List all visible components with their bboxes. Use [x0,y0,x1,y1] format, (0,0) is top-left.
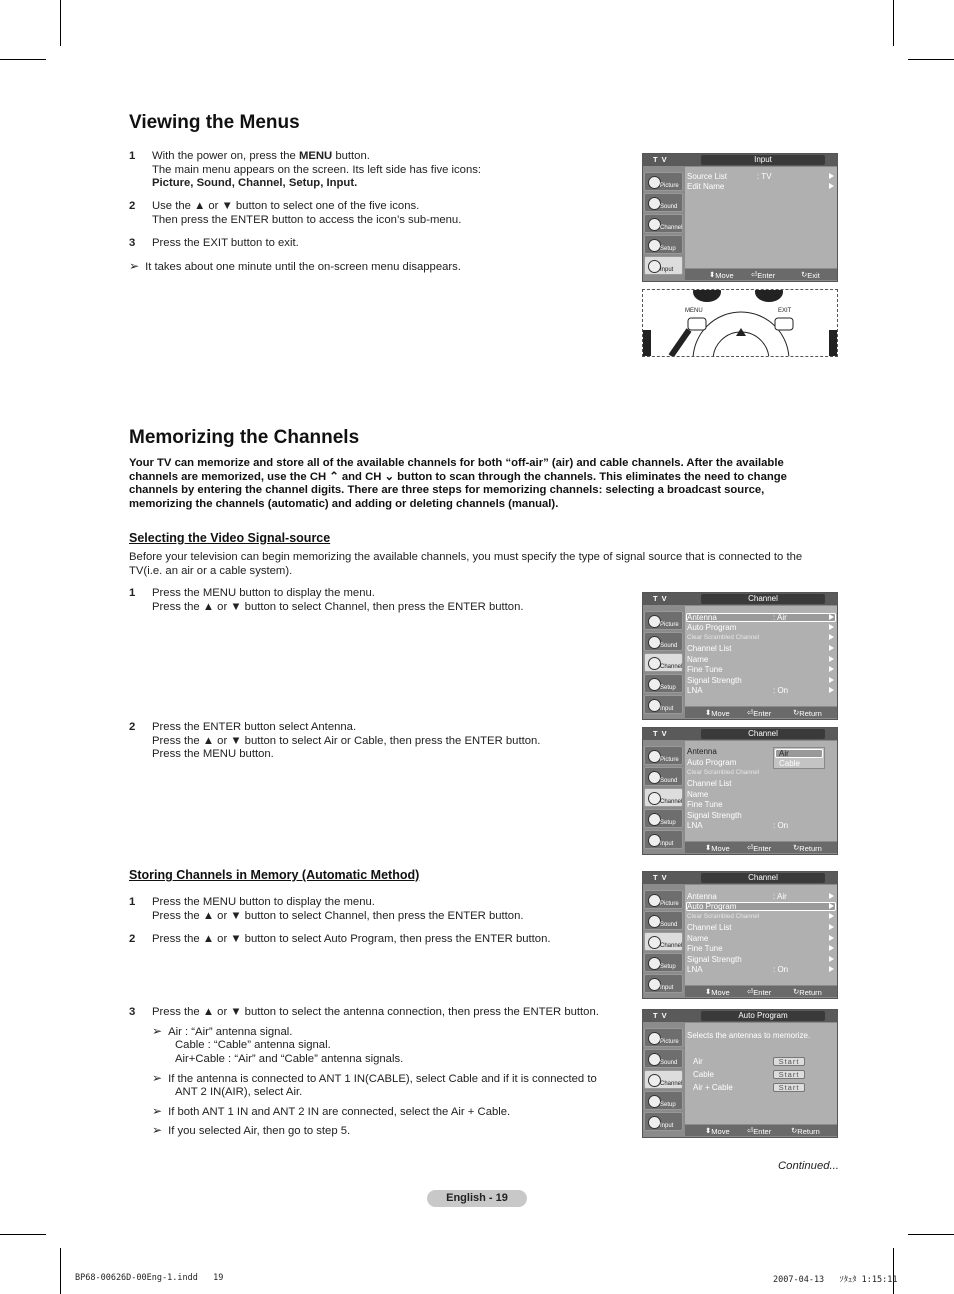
menu-item-clear-scrambled: Clear Scrambled Channel [687,769,760,776]
menu-item-auto-program: Auto Program [687,902,737,911]
tv-menu-channel-auto [642,871,838,999]
menu-item-signal-strength: Signal Strength [687,676,742,685]
arrow-right-icon [829,966,834,972]
tv-menu-auto-program [642,1009,838,1138]
sound-icon: Sound [644,193,683,212]
step-number: 1 [129,896,136,908]
option-cable: Cable [779,759,800,768]
note-text: ➢ If the antenna is connected to ANT 1 IN(CABLE), select Cable and if it is connected to [152,1071,597,1085]
start-button-cable[interactable]: Start [773,1070,805,1079]
subsection-intro: Before your television can begin memorizing the available channels, you must specify the type of signal source that is connected to the TV(i.e. an air or a cable system). [129,551,803,577]
option-air: Air [779,749,789,758]
step-number: 1 [129,587,136,599]
channel-icon: Channel [644,932,683,951]
arrow-right-icon [829,645,834,651]
crop-mark [60,1248,61,1294]
menu-item-air: Air [693,1057,703,1066]
arrow-right-icon [829,956,834,962]
setup-icon: Setup [644,235,683,254]
arrow-right-icon [829,614,834,620]
menu-item-name: Name [687,934,709,943]
crop-mark [60,0,61,46]
menu-item-auto-program: Auto Program [687,623,737,632]
input-icon: Input [644,830,683,849]
footer-file: BP68-00626D-00Eng-1.indd 19 [75,1273,224,1283]
menu-item-lna: LNA [687,965,703,974]
intro-paragraph: Your TV can memorize and store all of the available channels for both “off-air” (air) and cable channels. After the available channels are memorized, use the CH ⌃ and CH ⌄ button to scan through the channels. This eliminates the need to change channels by entering the channel digits. There are three steps for memorizing channels: selecting a broadcast source, memorizing the channels (automatic) and adding or deleting channels (manual). [129,457,787,510]
arrow-right-icon [829,634,834,640]
menu-item-channel-list: Channel List [687,923,732,932]
arrow-right-icon [829,666,834,672]
tv-label: T V [653,873,668,882]
step-text: Press the MENU button to display the menu. Press the ▲ or ▼ button to select Channel, then press the ENTER button. [152,896,524,922]
input-icon: Input [644,695,683,714]
setup-icon: Setup [644,674,683,693]
step-number: 3 [129,237,136,249]
subsection-title-signal-source: Selecting the Video Signal-source [129,531,331,545]
note-text: Cable : “Cable” antenna signal. [175,1039,331,1051]
input-icon: Input [644,1112,683,1131]
tv-menu-channel-antenna [642,727,838,855]
step-text: Press the MENU button to display the menu. Press the ▲ or ▼ button to select Channel, then press the ENTER button. [152,587,524,613]
menu-footer: ⬍ Move ⏎ Enter ↻ Return [685,986,837,997]
exit-button-label: EXIT [778,308,792,314]
crop-mark [0,59,46,60]
channel-icon: Channel [644,653,683,672]
step-number: 3 [129,1006,136,1018]
arrow-right-icon [829,935,834,941]
step-text: Press the ENTER button select Antenna. Press the ▲ or ▼ button to select Air or Cable, then press the ENTER button. Press the MENU button. [152,721,541,761]
tv-label: T V [653,729,668,738]
footer-date: 2007-04-13 ｿﾀｪﾀ 1:15:11 [773,1275,898,1285]
crop-mark [893,1248,894,1294]
menu-item-clear-scrambled: Clear Scrambled Channel [687,913,760,920]
sound-icon: Sound [644,632,683,651]
menu-item-antenna: Antenna [687,613,717,622]
menu-item-signal-strength: Signal Strength [687,955,742,964]
menu-item-value: : On [773,965,789,974]
step-text: Press the ▲ or ▼ button to select the antenna connection, then press the ENTER button. [152,1006,599,1018]
setup-icon: Setup [644,1091,683,1110]
menu-item-fine-tune: Fine Tune [687,944,723,953]
arrow-right-icon [829,656,834,662]
arrow-right-icon [829,173,834,179]
crop-mark [908,1234,954,1235]
menu-item-lna: LNA [687,821,703,830]
menu-item-lna: LNA [687,686,703,695]
menu-title: Input [701,155,825,165]
note-text: ANT 2 IN(AIR), select Air. [175,1086,303,1098]
note-arrow-icon: ➢ [152,1104,163,1118]
step-number: 2 [129,933,136,945]
page-number-badge: English - 19 [427,1190,527,1207]
menu-title: Channel [701,729,825,739]
tv-menu-input [642,153,838,282]
sound-icon: Sound [644,911,683,930]
menu-item-channel-list: Channel List [687,779,732,788]
tv-label: T V [653,155,668,164]
input-icon: Input [644,974,683,993]
step-text: Press the ▲ or ▼ button to select Auto Program, then press the ENTER button. [152,933,551,945]
menu-item-signal-strength: Signal Strength [687,811,742,820]
menu-item-fine-tune: Fine Tune [687,800,723,809]
menu-item-cable: Cable [693,1070,714,1079]
menu-item-value: : On [773,821,789,830]
tv-label: T V [653,594,668,603]
menu-footer: ⬍ Move ⏎ Enter ↻ Exit [685,269,837,280]
setup-icon: Setup [644,953,683,972]
note-text: ➢ Air : “Air” antenna signal. [152,1024,293,1038]
section-title-viewing-menus: Viewing the Menus [129,112,300,133]
note-arrow-icon: ➢ [152,1071,163,1085]
sound-icon: Sound [644,1049,683,1068]
subsection-title-auto-method: Storing Channels in Memory (Automatic Method) [129,868,420,882]
menu-item-name: Name [687,655,709,664]
picture-icon: Picture [644,890,683,909]
menu-item-antenna: Antenna [687,747,717,756]
menu-item-auto-program: Auto Program [687,758,737,767]
menu-item-antenna: Antenna [687,892,717,901]
antenna-dropdown [773,747,825,769]
menu-item-air-cable: Air + Cable [693,1083,733,1092]
start-button-air-cable[interactable]: Start [773,1083,805,1092]
note-text: ➢ It takes about one minute until the on-screen menu disappears. [129,259,461,273]
arrow-right-icon [829,893,834,899]
note-arrow-icon: ➢ [129,259,140,273]
menu-item-name: Name [687,790,709,799]
menu-title: Channel [701,594,825,604]
menu-item-value: : Air [773,613,787,622]
channel-icon: Channel [644,1070,683,1089]
remote-illustration [642,289,838,357]
menu-item-value: : TV [757,172,772,181]
menu-footer: ⬍ Move ⏎ Enter ↻ Return [685,842,837,853]
step-text: Use the ▲ or ▼ button to select one of the five icons. Then press the ENTER button to access the icon’s sub-menu. [152,200,462,226]
arrow-right-icon [829,913,834,919]
note-arrow-icon: ➢ [152,1123,163,1137]
channel-icon: Channel [644,214,683,233]
menu-item-fine-tune: Fine Tune [687,665,723,674]
input-icon: Input [644,256,683,275]
menu-item-value: : Air [773,892,787,901]
arrow-right-icon [829,903,834,909]
section-title-memorizing: Memorizing the Channels [129,427,360,448]
crop-mark [908,59,954,60]
menu-item-value: : On [773,686,789,695]
crop-mark [893,0,894,46]
channel-icon: Channel [644,788,683,807]
menu-title: Channel [701,873,825,883]
sound-icon: Sound [644,767,683,786]
menu-title: Auto Program [701,1011,825,1021]
menu-item-source-list: Source List [687,172,728,181]
step-text: With the power on, press the MENU button. The main menu appears on the screen. Its left side has five icons: Picture, Sound, Channel, Setup, Input. [152,150,482,190]
arrow-right-icon [829,677,834,683]
arrow-right-icon [829,687,834,693]
menu-item-channel-list: Channel List [687,644,732,653]
step-number: 2 [129,200,136,212]
note-text: Air+Cable : “Air” and “Cable” antenna signals. [175,1053,404,1065]
note-arrow-icon: ➢ [152,1024,163,1038]
picture-icon: Picture [644,746,683,765]
arrow-right-icon [829,624,834,630]
menu-description: Selects the antennas to memorize. [687,1031,811,1040]
crop-mark [0,1234,46,1235]
arrow-right-icon [829,945,834,951]
note-text: ➢ If both ANT 1 IN and ANT 2 IN are connected, select the Air + Cable. [152,1104,511,1118]
menu-footer: ⬍ Move ⏎ Enter ↻ Return [685,707,837,718]
picture-icon: Picture [644,172,683,191]
step-number: 2 [129,721,136,733]
tv-label: T V [653,1011,668,1020]
picture-icon: Picture [644,611,683,630]
arrow-right-icon [829,183,834,189]
continued-text: Continued... [778,1160,839,1172]
tv-menu-channel [642,592,838,720]
note-text: ➢ If you selected Air, then go to step 5. [152,1123,351,1137]
menu-footer: ⬍ Move ⏎ Enter ↻ Return [685,1125,837,1136]
start-button-air[interactable]: Start [773,1057,805,1066]
picture-icon: Picture [644,1028,683,1047]
menu-item-edit-name: Edit Name [687,182,725,191]
arrow-right-icon [829,924,834,930]
menu-item-clear-scrambled: Clear Scrambled Channel [687,634,760,641]
step-text: Press the EXIT button to exit. [152,237,299,249]
step-number: 1 [129,150,136,162]
menu-button-label: MENU [685,308,703,314]
setup-icon: Setup [644,809,683,828]
